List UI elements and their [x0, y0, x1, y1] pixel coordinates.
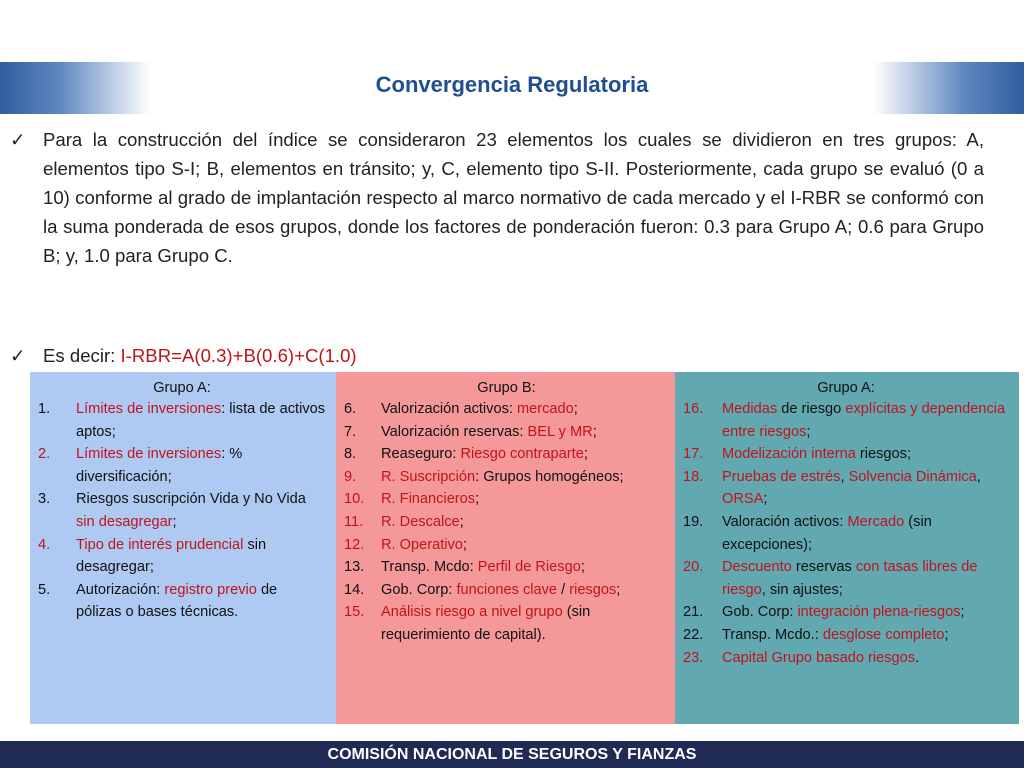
list-item: 11. R. Descalce;	[344, 513, 464, 530]
formula-prefix: Es decir:	[43, 345, 121, 366]
group-b-column	[336, 372, 679, 724]
list-item: 1. Límites de inversiones: lista de activos aptos;	[38, 401, 326, 440]
list-item: 23. Capital Grupo basado riesgos.	[683, 649, 920, 666]
footer-bar: COMISIÓN NACIONAL DE SEGUROS Y FIANZAS	[0, 741, 1024, 768]
bullet-text: Para la construcción del índice se consideraron 23 elementos los cuales se dividieron en tres grupos: A, elementos tipo S-I; B, elementos en tránsito; y, C, elemento tipo S-II. Posteriormente, cada grupo se evaluó (0 a 10) conforme al grado de implantación respecto al marco normativo de cada mercado y el I-RBR se conformó con la suma ponderada de esos grupos, donde los factores de ponderación fueron: 0.3 para Grupo A; 0.6 para Grupo B; y, 1.0 para Grupo C.	[43, 129, 984, 266]
bullet-description	[10, 125, 984, 270]
list-item: 2. Límites de inversiones: % diversificación;	[38, 446, 243, 485]
list-item: 12. R. Operativo;	[344, 536, 467, 553]
group-b-header: Grupo B:	[477, 380, 536, 396]
list-item: 5. Autorización: registro previo de pólizas o bases técnicas.	[38, 581, 278, 621]
bullet-formula	[10, 341, 984, 370]
list-item: 15. Análisis riesgo a nivel grupo (sin requerimiento de capital).	[344, 604, 591, 643]
slide-title: Convergencia Regulatoria	[375, 72, 649, 97]
list-item: 22. Transp. Mcdo.: desglose completo;	[683, 626, 949, 643]
list-item: 17. Modelización interna riesgos;	[683, 446, 912, 463]
list-item: 9. R. Suscripción: Grupos homogéneos;	[344, 468, 624, 485]
group-c-column	[675, 372, 1019, 724]
list-item: 7. Valorización reservas: BEL y MR;	[344, 423, 597, 440]
list-item: 20. Descuento reservas con tasas libres de riesgo, sin ajustes;	[683, 559, 978, 598]
group-a-header: Grupo A:	[153, 380, 211, 396]
list-item: 14. Gob. Corp: funciones clave / riesgos;	[344, 581, 621, 598]
list-item: 16. Medidas de riesgo explícitas y dependencia entre riesgos;	[683, 401, 1006, 440]
list-item: 8. Reaseguro: Riesgo contraparte;	[344, 446, 588, 463]
list-item: 3. Riesgos suscripción Vida y No Vida sin desagregar;	[38, 491, 306, 530]
checkmark-icon: ✓	[10, 129, 26, 150]
formula: I-RBR=A(0.3)+B(0.6)+C(1.0)	[120, 345, 357, 366]
list-item: 6. Valorización activos: mercado;	[344, 401, 578, 417]
list-item: 4. Tipo de interés prudencial sin desagregar;	[38, 536, 267, 576]
list-item: 21. Gob. Corp: integración plena-riesgos;	[683, 604, 965, 621]
list-item: 19. Valoración activos: Mercado (sin excepciones);	[683, 513, 932, 553]
checkmark-icon: ✓	[10, 345, 26, 366]
list-item: 10. R. Financieros;	[344, 491, 480, 508]
group-c-header: Grupo A:	[817, 380, 875, 396]
list-item: 13. Transp. Mcdo: Perfil de Riesgo;	[344, 559, 585, 576]
list-item: 18. Pruebas de estrés, Solvencia Dinámica, ORSA;	[683, 468, 981, 508]
group-a-column	[30, 372, 336, 724]
